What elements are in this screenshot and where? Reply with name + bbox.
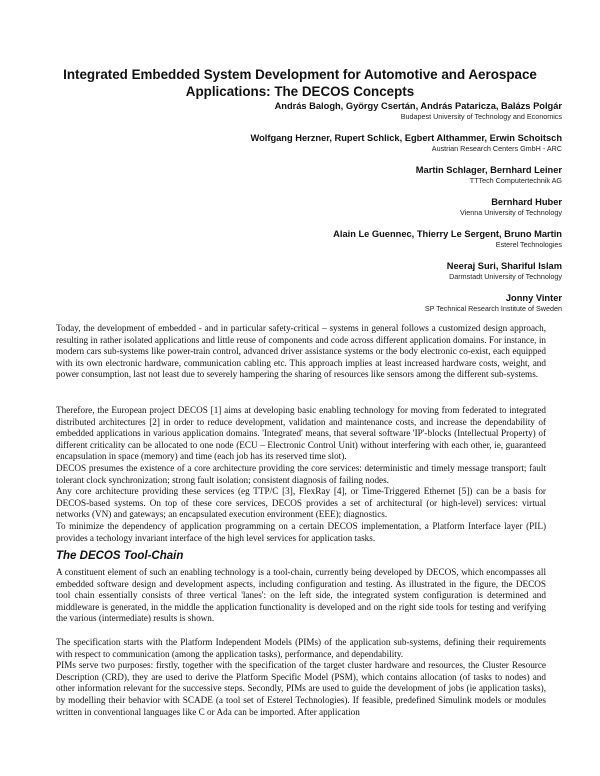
author-affiliation: Vienna University of Technology xyxy=(459,208,562,217)
author-names: Wolfgang Herzner, Rupert Schlick, Egbert Althammer, Erwin Schoitsch xyxy=(250,133,562,143)
author-block xyxy=(162,100,562,316)
toolchain-section xyxy=(56,567,546,625)
author-names: Alain Le Guennec, Thierry Le Sergent, Bruno Martin xyxy=(333,229,562,239)
specification-section xyxy=(56,637,546,718)
decos-paragraph: DECOS presumes the existence of a core architecture providing the core services: deterministic and timely message transport; fault tolerant clock synchronization; strong fault isolation; consistent diagnosis of failing nodes. xyxy=(56,462,546,485)
author-group xyxy=(162,260,562,292)
title-line-2: Applications: The DECOS Concepts xyxy=(185,84,415,99)
author-group xyxy=(162,196,562,228)
intro-paragraph: Today, the development of embedded - and in particular safety-critical – systems in general follows a customized design approach, resulting in rather isolated applications and little reuse of components and code across different application domains. For instance, in modern cars sub-systems like power-train control, advanced driver assistance systems or the body electronic co-exist, each equipped with its own electronic hardware, communication cabling etc. This approach implies at least increased hardware costs, weight, and power consumption, last not least due to severely hampering the sharing of resources like sensors among the different sub-systems. xyxy=(56,323,546,380)
spec-paragraph: The specification starts with the Platform Independent Models (PIMs) of the application sub-systems, defining their requirements with respect to communication (among the application tasks), performance, and dependability. xyxy=(56,637,546,659)
author-affiliation: Budapest University of Technology and Economics xyxy=(400,112,562,121)
paper-title xyxy=(40,66,560,100)
author-names: Bernhard Huber xyxy=(491,197,562,207)
author-affiliation: Austrian Research Centers GmbH - ARC xyxy=(431,144,562,153)
spec-paragraph: PIMs serve two purposes: firstly, together with the specification of the target cluster hardware and resources, the Cluster Resource Description (CRD), they are used to derive the Platform Specific Model (PSM), which contains allocation (of tasks to nodes) and other information relevant for the successive steps. Secondly, PIMs are used to guide the development of jobs (ie application tasks), by modelling their behavior with SCADE (a tool set of Esterel Technologies). If feasible, predefined Simulink models or modules written in conventional languages like C or Ada can be imported. After application xyxy=(56,660,546,717)
author-affiliation: TTTech Computertechnik AG xyxy=(469,176,562,185)
toolchain-paragraph: A constituent element of such an enabling technology is a tool-chain, currently being developed by DECOS, which encompasses all embedded software design and development aspects, including configuration and testing. As illustrated in the figure, the DECOS tool chain essentially consists of three vertical 'lanes': on the left side, the integrated system configuration is determined and middleware is generated, in the middle the application functionality is developed and on the right side tools for testing and verifying the various (intermediate) results is shown. xyxy=(56,567,546,624)
decos-section xyxy=(56,405,546,544)
author-group xyxy=(162,100,562,132)
decos-paragraph: Any core architecture providing these services (eg TTP/C [3], FlexRay [4], or Time-Triggered Ethernet [5]) can be a basis for DECOS-based systems. On top of these core services, DECOS provides a set of architectural (or high-level) services: virtual networks (VN) and gateways; an encapsulated execution environment (EEE); diagnostics. xyxy=(56,486,546,520)
author-names: András Balogh, György Csertán, András Pataricza, Balázs Polgár xyxy=(274,101,562,111)
author-group xyxy=(162,228,562,260)
author-names: Jonny Vinter xyxy=(505,293,562,303)
intro-section xyxy=(56,323,546,381)
title-line-1: Integrated Embedded System Development for Automotive and Aerospace xyxy=(63,67,537,82)
section-heading: The DECOS Tool-Chain xyxy=(56,550,184,562)
decos-paragraph: Therefore, the European project DECOS [1] aims at developing basic enabling technology for moving from federated to integrated distributed architectures [2] in order to reduce development, validation and maintenance costs, and increase the dependability of embedded applications in various application domains. 'Integrated' means, that several software 'IP'-blocks (Intellectual Property) of different criticality can be allocated to one node (ECU – Electronic Control Unit) without interfering with each other, ie, guaranteed encapsulation in space (memory) and time (each job has its reserved time slot). xyxy=(56,405,546,462)
author-names: Neeraj Suri, Shariful Islam xyxy=(446,261,562,271)
author-group xyxy=(162,292,562,316)
author-names: Martin Schlager, Bernhard Leiner xyxy=(415,165,562,175)
author-group xyxy=(162,164,562,196)
author-affiliation: SP Technical Research Institute of Sweden xyxy=(424,304,562,313)
decos-paragraph: To minimize the dependency of application programming on a certain DECOS implementation, a Platform Interface layer (PIL) provides a techology invariant interface of the high level services for application tasks. xyxy=(56,520,546,543)
author-group xyxy=(162,132,562,164)
author-affiliation: Darmstadt University of Technology xyxy=(449,272,562,281)
author-affiliation: Esterel Technologies xyxy=(495,240,562,249)
